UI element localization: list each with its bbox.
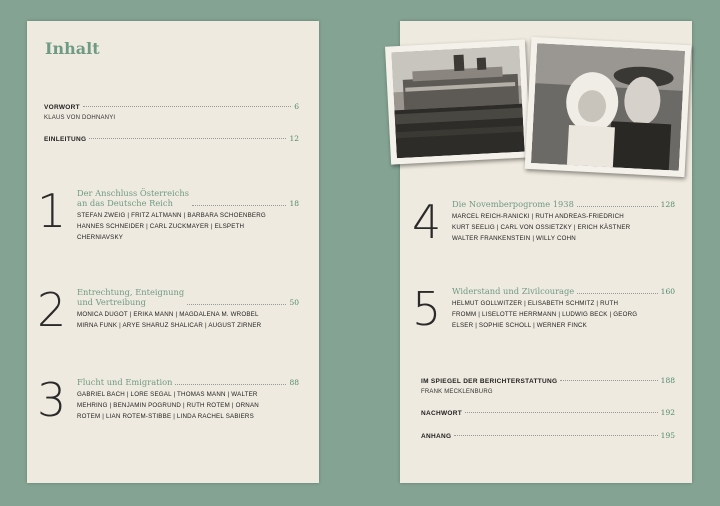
- entry-label: ANHANG: [421, 433, 452, 440]
- chapter-number: 3: [37, 373, 67, 427]
- leader-dots: [187, 304, 286, 305]
- entry-page: 6: [294, 102, 299, 111]
- chapter-number: 5: [412, 282, 442, 336]
- leader-dots: [577, 206, 658, 207]
- chapter-3[interactable]: [37, 373, 299, 427]
- leader-dots: [192, 205, 287, 206]
- author-line: KURT SEELIG | CARL VON OSSIETZKY | ERICH KÄSTNER: [452, 224, 631, 231]
- entry-author: FRANK MECKLENBURG: [421, 389, 493, 395]
- author-line: HELMUT GOLLWITZER | ELISABETH SCHMITZ | RUTH: [452, 300, 619, 307]
- toc-entry-anhang[interactable]: [421, 431, 675, 440]
- chapter-authors: [77, 309, 299, 331]
- toc-entry-einleitung[interactable]: [44, 134, 299, 143]
- entry-label: EINLEITUNG: [44, 136, 87, 143]
- toc-entry-spiegel[interactable]: [421, 376, 675, 395]
- photo-ship: [385, 39, 531, 164]
- entry-label: VORWORT: [44, 104, 80, 111]
- portrait-illustration: [531, 43, 685, 171]
- author-line: MEHRING | BENJAMIN POGRUND | RUTH ROTEM | ORNAN: [77, 402, 259, 409]
- leader-dots: [83, 106, 291, 107]
- chapter-number: 2: [37, 283, 67, 337]
- chapter-number: 4: [412, 195, 442, 249]
- entry-label: NACHWORT: [421, 410, 463, 417]
- toc-title: Inhalt: [45, 39, 100, 58]
- chapter-1[interactable]: [37, 184, 299, 243]
- chapter-authors: [452, 298, 675, 331]
- chapter-5[interactable]: [412, 282, 675, 336]
- author-line: ROTEM | LIAN ROTEM-STIBBE | LINDA RACHEL SABIERS: [77, 413, 254, 420]
- ship-illustration: [391, 46, 524, 159]
- author-line: ELSER | SOPHIE SCHOLL | WERNER FINCK: [452, 322, 587, 329]
- chapter-authors: [77, 389, 299, 422]
- entry-author: KLAUS VON DOHNANYI: [44, 115, 116, 121]
- toc-entry-nachwort[interactable]: [421, 408, 675, 417]
- entry-page: 192: [660, 408, 675, 417]
- leader-dots: [465, 412, 658, 413]
- entry-page: 195: [660, 431, 675, 440]
- author-line: MARCEL REICH-RANICKI | RUTH ANDREAS-FRIEDRICH: [452, 213, 624, 220]
- chapter-page: 18: [289, 199, 299, 208]
- chapter-page: 160: [660, 287, 675, 296]
- chapter-page: 88: [289, 378, 299, 387]
- toc-entry-vorwort[interactable]: [44, 102, 299, 121]
- author-line: GABRIEL BACH | LORE SEGAL | THOMAS MANN | WALTER: [77, 391, 258, 398]
- chapter-title: Flucht und Emigration: [77, 377, 173, 387]
- left-page: [27, 21, 319, 483]
- leader-dots: [89, 138, 286, 139]
- author-line: MIRNA FUNK | ARYE SHARUZ SHALICAR | AUGUST ZIRNER: [77, 322, 262, 329]
- leader-dots: [454, 435, 657, 436]
- author-line: STEFAN ZWEIG | FRITZ ALTMANN | BARBARA SCHOENBERG: [77, 212, 266, 219]
- author-line: CHERNIAVSKY: [77, 234, 124, 241]
- author-line: HANNES SCHNEIDER | CARL ZUCKMAYER | ELSPETH: [77, 223, 245, 230]
- chapter-page: 50: [289, 298, 299, 307]
- chapter-title: Die Novemberpogrome 1938: [452, 199, 574, 209]
- author-line: FROMM | LISELOTTE HERRMANN | LUDWIG BECK | GEORG: [452, 311, 638, 318]
- entry-page: 12: [289, 134, 299, 143]
- chapter-title: Der Anschluss Österreichs an das Deutsche Reich: [77, 188, 189, 208]
- author-line: WALTER FRANKENSTEIN | WILLY COHN: [452, 235, 576, 242]
- portrait-photo-image: [531, 43, 685, 171]
- right-page: [400, 21, 692, 483]
- leader-dots: [175, 384, 286, 385]
- ship-photo-image: [391, 46, 524, 159]
- chapter-2[interactable]: [37, 283, 299, 337]
- author-line: MONICA DUGOT | ERIKA MANN | MAGDALENA M. WROBEL: [77, 311, 259, 318]
- photo-mother-child: [525, 37, 692, 177]
- chapter-title: Widerstand und Zivilcourage: [452, 286, 575, 296]
- leader-dots: [577, 293, 657, 294]
- chapter-authors: [452, 211, 675, 244]
- leader-dots: [560, 380, 657, 381]
- entry-page: 188: [660, 376, 675, 385]
- chapter-4[interactable]: [412, 195, 675, 249]
- entry-label: IM SPIEGEL DER BERICHTERSTATTUNG: [421, 378, 558, 385]
- chapter-page: 128: [660, 200, 675, 209]
- chapter-number: 1: [37, 184, 67, 238]
- chapter-authors: [77, 210, 299, 243]
- chapter-title: Entrechtung, Enteignung und Vertreibung: [77, 287, 185, 307]
